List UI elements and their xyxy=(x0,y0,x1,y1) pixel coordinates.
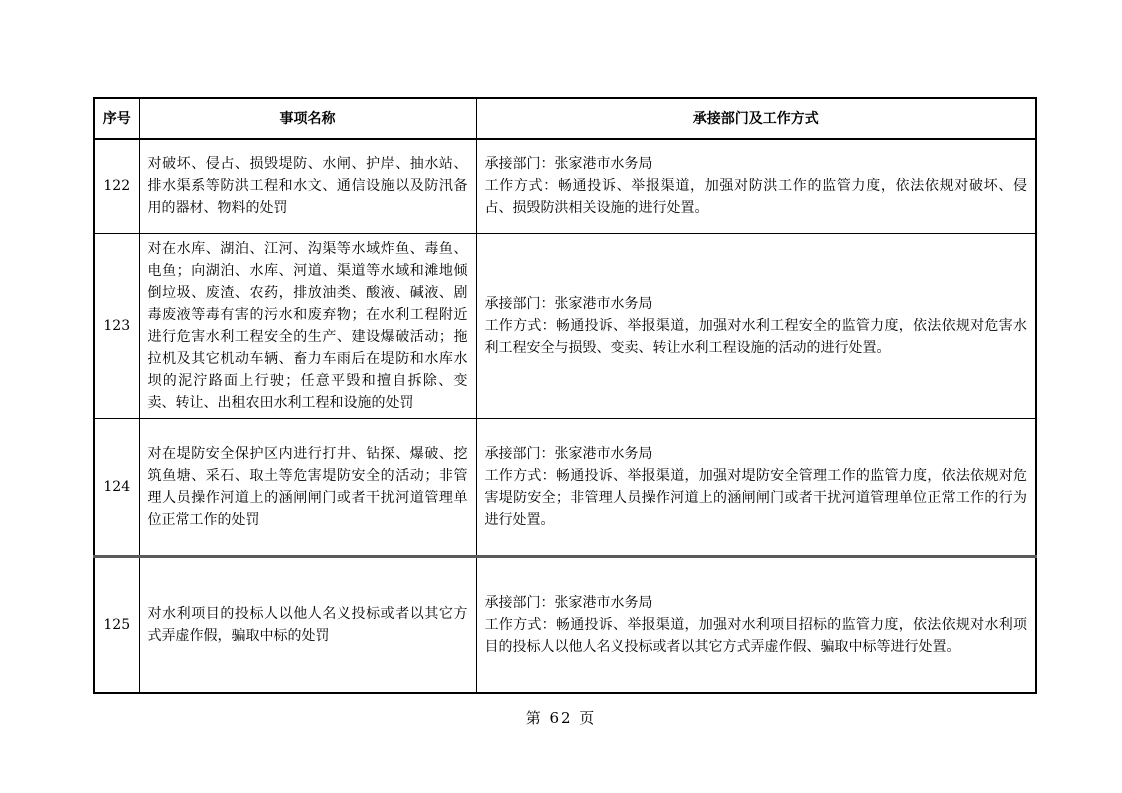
items-table xyxy=(93,97,1037,694)
header-cell-index: 序号 xyxy=(94,98,139,139)
table-row xyxy=(94,556,1036,693)
row-number: 125 xyxy=(94,556,139,693)
department-line: 承接部门：张家港市水务局 xyxy=(484,156,653,173)
row-number: 122 xyxy=(94,139,139,233)
row-number: 124 xyxy=(94,418,139,556)
item-name-text: 对在堤防安全保护区内进行打井、钻探、爆破、挖筑鱼塘、采石、取土等危害堤防安全的活动；非管理人员操作河道上的涵闸闸门或者干扰河道管理单位正常工作的处罚 xyxy=(139,418,476,556)
table-header-row xyxy=(94,98,1036,139)
page-footer: 第 62 页 xyxy=(525,709,597,727)
method-line: 工作方式：畅通投诉、举报渠道，加强对防洪工作的监管力度，依法依规对破坏、侵占、损毁防洪相关设施的进行处置。 xyxy=(484,178,1027,217)
row-number: 123 xyxy=(94,233,139,418)
department-line: 承接部门：张家港市水务局 xyxy=(484,445,653,462)
table-row xyxy=(94,418,1036,556)
department-method-cell xyxy=(476,556,1036,693)
table-row xyxy=(94,233,1036,418)
method-line: 工作方式：畅通投诉、举报渠道，加强对水利项目招标的监管力度，依法依规对水利项目的投标人以他人名义投标或者以其它方式弄虚作假、骗取中标等进行处置。 xyxy=(484,616,1027,655)
department-method-cell xyxy=(476,418,1036,556)
department-line: 承接部门：张家港市水务局 xyxy=(484,594,653,611)
method-line: 工作方式：畅通投诉、举报渠道，加强对堤防安全管理工作的监管力度，依法依规对危害堤防安全；非管理人员操作河道上的涵闸闸门或者干扰河道管理单位正常工作的行为进行处置。 xyxy=(484,467,1027,528)
method-line: 工作方式：畅通投诉、举报渠道，加强对水利工程安全的监管力度，依法依规对危害水利工程安全与损毁、变卖、转让水利工程设施的活动的进行处置。 xyxy=(484,317,1027,356)
table-row xyxy=(94,139,1036,233)
department-line: 承接部门：张家港市水务局 xyxy=(484,295,653,312)
item-name-text: 对在水库、湖泊、江河、沟渠等水域炸鱼、毒鱼、电鱼；向湖泊、水库、河道、渠道等水域和滩地倾倒垃圾、废渣、农药，排放油类、酸液、碱液、剧毒废液等毒有害的污水和废弃物；在水利工程附近进行危害水利工程安全的生产、建设爆破活动；拖拉机及其它机动车辆、畜力车雨后在堤防和水库水坝的泥泞路面上行驶；任意平毁和擅自拆除、变卖、转让、出租农田水利工程和设施的处罚 xyxy=(139,233,476,418)
department-method-cell xyxy=(476,139,1036,233)
header-cell-department: 承接部门及工作方式 xyxy=(476,98,1036,139)
item-name-text: 对破坏、侵占、损毁堤防、水闸、护岸、抽水站、排水渠系等防洪工程和水文、通信设施以及防汛备用的器材、物料的处罚 xyxy=(139,139,476,233)
header-cell-item-name: 事项名称 xyxy=(139,98,476,139)
department-method-cell xyxy=(476,233,1036,418)
item-name-text: 对水利项目的投标人以他人名义投标或者以其它方式弄虚作假，骗取中标的处罚 xyxy=(139,556,476,693)
